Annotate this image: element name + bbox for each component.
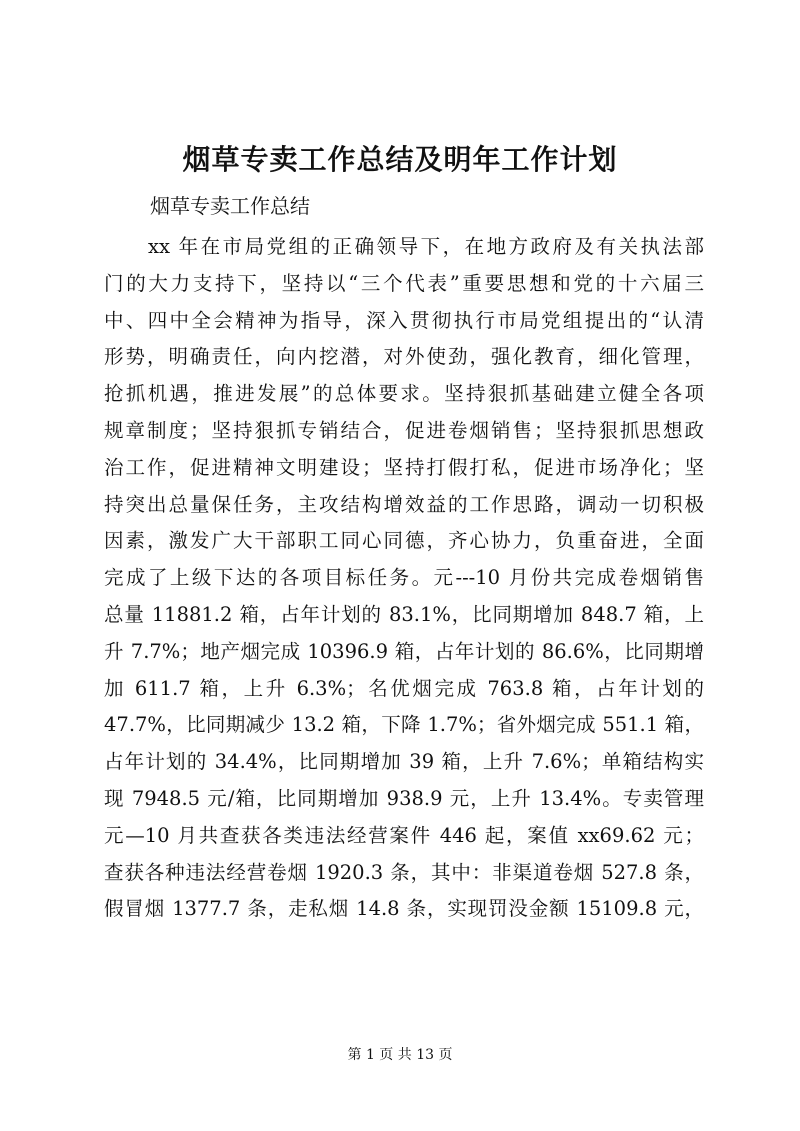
document-title: 烟草专卖工作总结及明年工作计划 [182, 143, 618, 176]
text-line: 抢抓机遇，推进发展”的总体要求。坚持狠抓基础建立健全各项 [104, 382, 704, 406]
text-line: 形势，明确责任，向内挖潜，对外使劲，强化教育，细化管理， [104, 345, 704, 369]
text-line: 中、四中全会精神为指导，深入贯彻执行市局党组提出的“认清 [104, 308, 704, 332]
text-line: 因素，激发广大干部职工同心同德，齐心协力，负重奋进，全面 [104, 529, 704, 553]
text-line: 元—10 月共查获各类违法经营案件 446 起，案值 xx69.62 元； [104, 823, 704, 847]
text-line: 规章制度；坚持狠抓专销结合，促进卷烟销售；坚持狠抓思想政 [104, 418, 704, 442]
body-paragraph [104, 229, 704, 928]
text-line: xx 年在市局党组的正确领导下，在地方政府及有关执法部 [148, 235, 704, 258]
text-line: 升 7.7%；地产烟完成 10396.9 箱，占年计划的 86.6%，比同期增 [104, 639, 704, 663]
page-number: 第 1 页 共 13 页 [347, 1047, 453, 1063]
text-line: 现 7948.5 元/箱，比同期增加 938.9 元，上升 13.4%。专卖管理 [104, 786, 704, 810]
text-line: 47.7%，比同期减少 13.2 箱，下降 1.7%；省外烟完成 551.1 箱， [104, 713, 704, 737]
text-line: 完成了上级下达的各项目标任务。元---10 月份共完成卷烟销售 [104, 566, 704, 590]
text-line: 持突出总量保任务，主攻结构增效益的工作思路，调动一切积极 [104, 492, 704, 516]
text-line: 总量 11881.2 箱，占年计划的 83.1%，比同期增加 848.7 箱，上 [104, 602, 704, 626]
section-heading: 烟草专卖工作总结 [150, 194, 310, 218]
text-line: 假冒烟 1377.7 条，走私烟 14.8 条，实现罚没金额 15109.8 元， [104, 897, 704, 921]
text-line: 占年计划的 34.4%，比同期增加 39 箱，上升 7.6%；单箱结构实 [104, 750, 704, 774]
text-line: 加 611.7 箱，上升 6.3%；名优烟完成 763.8 箱，占年计划的 [104, 676, 704, 700]
text-line: 查获各种违法经营卷烟 1920.3 条，其中：非渠道卷烟 527.8 条， [104, 860, 704, 884]
text-line: 门的大力支持下，坚持以“三个代表”重要思想和党的十六届三 [104, 271, 704, 295]
text-line: 治工作，促进精神文明建设；坚持打假打私，促进市场净化；坚 [104, 455, 704, 479]
